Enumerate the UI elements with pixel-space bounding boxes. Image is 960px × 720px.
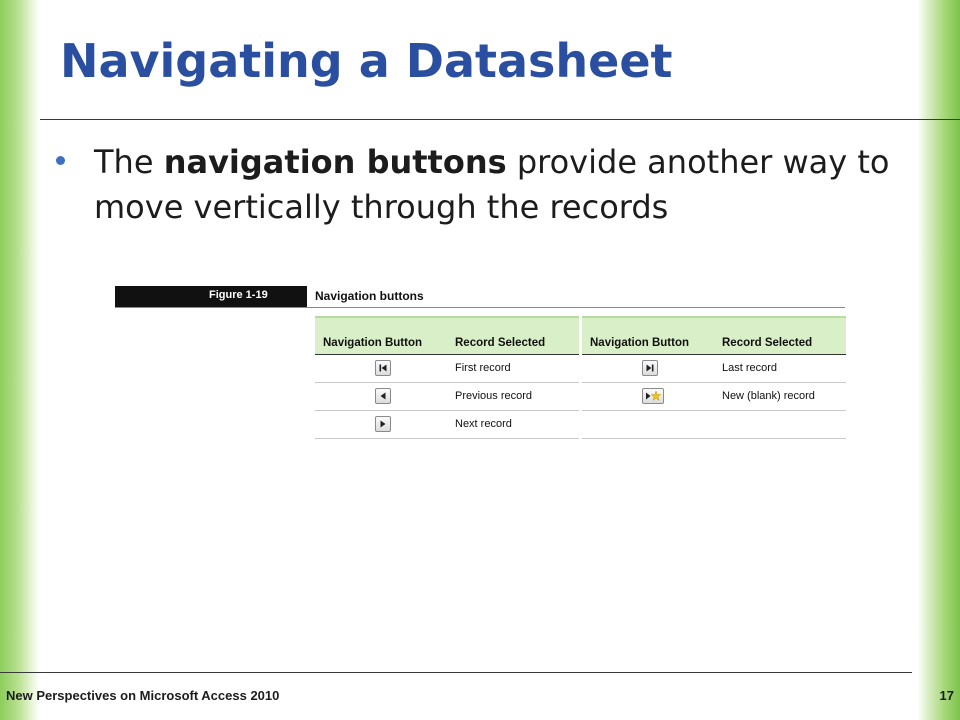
table-row <box>582 355 846 383</box>
table-row <box>315 355 579 383</box>
left-green-bar <box>0 0 40 720</box>
record-label: First record <box>455 362 511 374</box>
bullet-text <box>94 140 896 230</box>
bullet-bold: navigation buttons <box>163 143 507 181</box>
footer-divider <box>0 672 912 673</box>
footer-text: New Perspectives on Microsoft Access 2010 <box>6 688 280 703</box>
table-row <box>582 383 846 411</box>
figure-header <box>115 286 845 308</box>
header-record-selected: Record Selected <box>722 337 813 349</box>
header-navigation-button: Navigation Button <box>323 337 423 349</box>
bullet-prefix: The <box>94 143 164 181</box>
bullet-dot <box>56 156 65 165</box>
slide-title: Navigating a Datasheet <box>60 34 673 88</box>
table-header <box>315 316 579 355</box>
record-label: Last record <box>722 362 778 374</box>
table-row <box>315 383 579 411</box>
right-green-bar <box>918 0 960 720</box>
header-record-selected: Record Selected <box>455 337 546 349</box>
table-row <box>582 411 846 439</box>
navigation-table-left <box>315 316 579 439</box>
title-divider <box>40 119 960 120</box>
table-row <box>315 411 579 439</box>
header-navigation-button: Navigation Button <box>590 337 690 349</box>
last-record-icon <box>642 360 658 376</box>
page-number: 17 <box>939 688 954 703</box>
previous-record-icon <box>375 388 391 404</box>
table-header <box>582 316 846 355</box>
figure-label: Figure 1-19 <box>209 289 268 301</box>
record-label: New (blank) record <box>722 390 815 402</box>
bullet-item <box>56 140 896 230</box>
new-record-icon <box>642 388 664 404</box>
navigation-table-right <box>582 316 846 439</box>
figure-label-box <box>115 286 307 307</box>
figure-caption: Navigation buttons <box>315 289 424 303</box>
record-label: Next record <box>455 418 512 430</box>
record-label: Previous record <box>455 390 533 402</box>
bullet-suffix: provide another way to move vertically through the records <box>94 143 890 226</box>
next-record-icon <box>375 416 391 432</box>
first-record-icon <box>375 360 391 376</box>
